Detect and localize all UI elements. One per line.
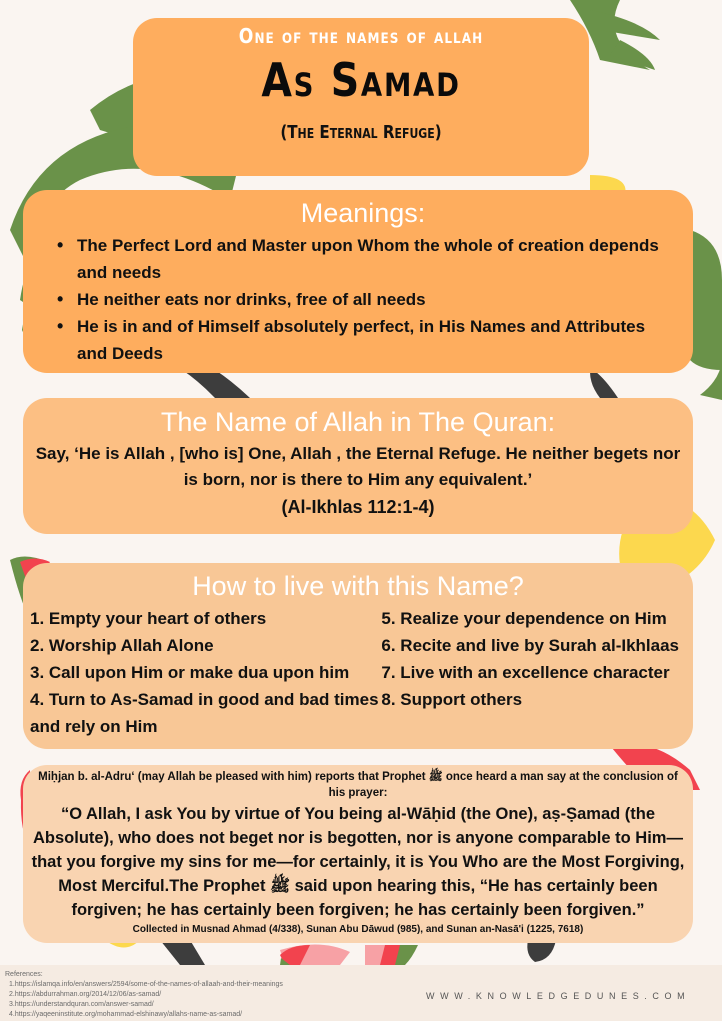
list-item: • He neither eats nor drinks, free of all needs xyxy=(77,286,669,313)
list-item: 1. Empty your heart of others xyxy=(30,609,267,628)
list-item: 4. Turn to As-Samad in good and bad times and rely on Him xyxy=(30,690,379,736)
hadith-quote: “O Allah, I ask You by virtue of You being al-Wāḥid (the One), aṣ-Ṣamad (the Absolute), who does not beget nor is begotten, nor is anyone comparable to Him—that you forgive my sins for me—for certainly, it is You Who are the Most Forgiving, Most Merciful.The Prophet ﷺ said upon hearing this, “He has certainly been forgiven; he has certainly been forgiven; he has certainly been forgiven.” xyxy=(31,805,685,919)
list-item: 5. Realize your dependence on Him xyxy=(381,609,667,628)
reference-link[interactable]: 3.https://understandquran.com/answer-samad/ xyxy=(9,1001,154,1008)
page-title: As Samad xyxy=(261,53,461,107)
title-subtitle: One of the names of allah xyxy=(238,24,484,48)
footer xyxy=(0,965,722,1021)
quran-heading: The Name of Allah in The Quran: xyxy=(160,407,556,437)
quran-card xyxy=(23,398,693,534)
how-to-live-card xyxy=(23,563,693,749)
references-label: References: xyxy=(5,971,43,978)
title-meaning: (The Eternal Refuge) xyxy=(280,122,442,143)
how-to-live-right-column xyxy=(381,605,685,740)
list-item: 3. Call upon Him or make dua upon him xyxy=(30,663,350,682)
list-item: • He is in and of Himself absolutely perfect, in His Names and Attributes and Deeds xyxy=(77,313,669,367)
list-item: 7. Live with an excellence character xyxy=(381,663,670,682)
reference-link[interactable]: 4.https://yaqeeninstitute.org/mohammad-elshinawy/allahs-name-as-samad/ xyxy=(9,1011,243,1018)
reference-link[interactable]: 2.https://abdurrahman.org/2014/12/06/as-samad/ xyxy=(9,991,162,998)
meanings-list xyxy=(57,232,669,367)
list-item: • The Perfect Lord and Master upon Whom the whole of creation depends and needs xyxy=(77,232,669,286)
meanings-heading: Meanings: xyxy=(300,198,426,228)
hadith-intro: Miḥjan b. al-Adru‘ (may Allah be pleased with him) reports that Prophet ﷺ once heard a man say at the conclusion of his prayer: xyxy=(38,771,678,799)
quran-reference: (Al-Ikhlas 112:1-4) xyxy=(281,497,435,517)
how-to-live-left-column xyxy=(30,605,381,740)
reference-link[interactable]: 1.https://islamqa.info/en/answers/2594/some-of-the-names-of-allaah-and-their-meanings xyxy=(9,981,283,988)
references xyxy=(5,970,283,1020)
hadith-source: Collected in Musnad Ahmad (4/338), Sunan Abu Dāwud (985), and Sunan an-Nasā'i (1225, 7618) xyxy=(132,924,584,935)
hadith-card xyxy=(23,765,693,943)
meanings-card xyxy=(23,190,693,373)
quran-verse: Say, ‘He is Allah , [who is] One, Allah , the Eternal Refuge. He neither begets nor is born, nor is there to Him any equivalent.’ xyxy=(35,444,681,489)
how-to-live-heading: How to live with this Name? xyxy=(192,571,524,601)
list-item: 2. Worship Allah Alone xyxy=(30,636,214,655)
list-item: 8. Support others xyxy=(381,690,523,709)
title-card xyxy=(133,18,589,176)
website-link[interactable]: WWW.KNOWLEDGEDUNES.COM xyxy=(426,991,691,1001)
list-item: 6. Recite and live by Surah al-Ikhlaas xyxy=(381,636,680,655)
